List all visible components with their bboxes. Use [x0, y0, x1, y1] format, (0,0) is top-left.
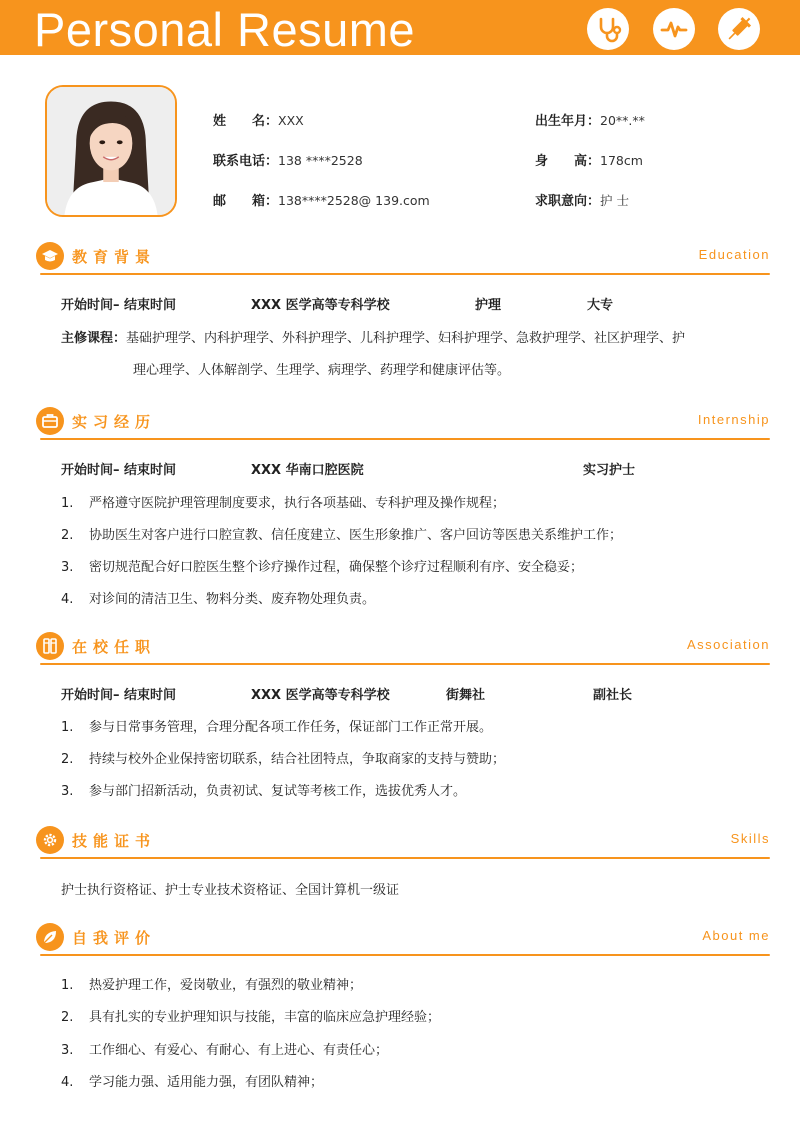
email-value: 138****2528@ 139.com — [278, 193, 430, 208]
phone-row — [213, 150, 363, 169]
internship-title: 实习经历 — [72, 413, 157, 431]
birth-label: 出生年月： — [535, 114, 601, 129]
gear-icon — [36, 826, 64, 854]
education-title: 教育背景 — [72, 248, 157, 266]
graduation-cap-icon — [36, 242, 64, 270]
courses-label: 主修课程： — [61, 331, 127, 346]
book-icon — [36, 632, 64, 660]
height-label: 身 高： — [535, 154, 601, 169]
education-entry — [61, 294, 761, 312]
about-divider — [40, 954, 770, 956]
association-role: 副社长 — [593, 688, 633, 703]
education-title-en: Education — [698, 247, 770, 262]
association-section-header — [36, 632, 770, 666]
skills-text: 护士执行资格证、护士专业技术资格证、全国计算机一级证 — [61, 883, 400, 898]
internship-title-en: Internship — [697, 412, 770, 427]
about-item: 1. 热爱护理工作，爱岗敬业，有强烈的敬业精神； — [61, 978, 363, 993]
heartbeat-icon — [653, 8, 695, 50]
internship-item: 3. 密切规范配合好口腔医生整个诊疗操作过程，确保整个诊疗过程顺利有序、安全稳妥； — [61, 560, 584, 575]
association-club: 街舞社 — [446, 688, 486, 703]
intent-value: 护 士 — [600, 193, 629, 208]
association-title-en: Association — [687, 637, 770, 652]
skills-divider — [40, 857, 770, 859]
internship-item: 1. 严格遵守医院护理管理制度要求，执行各项基础、专科护理及操作规程； — [61, 496, 506, 511]
education-time: 开始时间– 结束时间 — [61, 298, 177, 313]
internship-divider — [40, 438, 770, 440]
courses-line-1 — [61, 327, 685, 346]
association-item: 1. 参与日常事务管理，合理分配各项工作任务，保证部门工作正常开展。 — [61, 720, 493, 735]
association-school: XXX 医学高等专科学校 — [251, 688, 390, 703]
email-row — [213, 190, 430, 209]
intent-label: 求职意向： — [535, 194, 601, 209]
courses-line-2: 理心理学、人体解剖学、生理学、病理学、药理学和健康评估等。 — [133, 363, 511, 378]
association-item: 2. 持续与校外企业保持密切联系，结合社团特点，争取商家的支持与赞助； — [61, 752, 506, 767]
name-row — [213, 110, 304, 129]
birth-value: 20**.** — [600, 113, 645, 128]
internship-entry — [61, 459, 761, 477]
association-time: 开始时间– 结束时间 — [61, 688, 177, 703]
education-major: 护理 — [475, 298, 502, 313]
header-banner — [0, 0, 800, 55]
intent-row — [535, 190, 629, 209]
education-section-header — [36, 242, 770, 276]
education-school: XXX 医学高等专科学校 — [251, 298, 390, 313]
about-item: 3. 工作细心、有爱心、有耐心、有上进心、有责任心； — [61, 1043, 389, 1058]
association-entry — [61, 684, 761, 702]
about-title-en: About me — [702, 928, 770, 943]
about-title: 自我评价 — [72, 929, 157, 947]
skills-section-header — [36, 826, 770, 860]
education-divider — [40, 273, 770, 275]
about-item: 2. 具有扎实的专业护理知识与技能，丰富的临床应急护理经验； — [61, 1010, 441, 1025]
about-item: 4. 学习能力强、适用能力强，有团队精神； — [61, 1075, 324, 1090]
internship-org: XXX 华南口腔医院 — [251, 463, 364, 478]
name-value: XXX — [278, 113, 304, 128]
skills-title: 技能证书 — [72, 832, 157, 850]
internship-item: 2. 协助医生对客户进行口腔宣教、信任度建立、医生形象推广、客户回访等医患关系维护工作； — [61, 528, 623, 543]
education-degree: 大专 — [587, 298, 614, 313]
association-title: 在校任职 — [72, 638, 157, 656]
internship-item: 4. 对诊间的清洁卫生、物料分类、废弃物处理负责。 — [61, 592, 376, 607]
internship-role: 实习护士 — [583, 463, 636, 478]
height-value: 178cm — [600, 153, 643, 168]
birth-row — [535, 110, 645, 129]
about-section-header — [36, 923, 770, 957]
phone-value: 138 ****2528 — [278, 153, 363, 168]
resume-title: Personal Resume — [34, 3, 416, 56]
phone-label: 联系电话： — [213, 154, 279, 169]
association-item: 3. 参与部门招新活动，负责初试、复试等考核工作，选拔优秀人才。 — [61, 784, 467, 799]
association-divider — [40, 663, 770, 665]
internship-time: 开始时间– 结束时间 — [61, 463, 177, 478]
leaf-icon — [36, 923, 64, 951]
briefcase-icon — [36, 407, 64, 435]
height-row — [535, 150, 643, 169]
email-label: 邮 箱： — [213, 194, 279, 209]
profile-photo — [45, 85, 177, 217]
courses-text-1: 基础护理学、内科护理学、外科护理学、儿科护理学、妇科护理学、急救护理学、社区护理学、护 — [126, 331, 686, 346]
skills-title-en: Skills — [730, 831, 770, 846]
internship-section-header — [36, 407, 770, 441]
stethoscope-icon — [587, 8, 629, 50]
syringe-icon — [718, 8, 760, 50]
name-label: 姓 名： — [213, 114, 279, 129]
